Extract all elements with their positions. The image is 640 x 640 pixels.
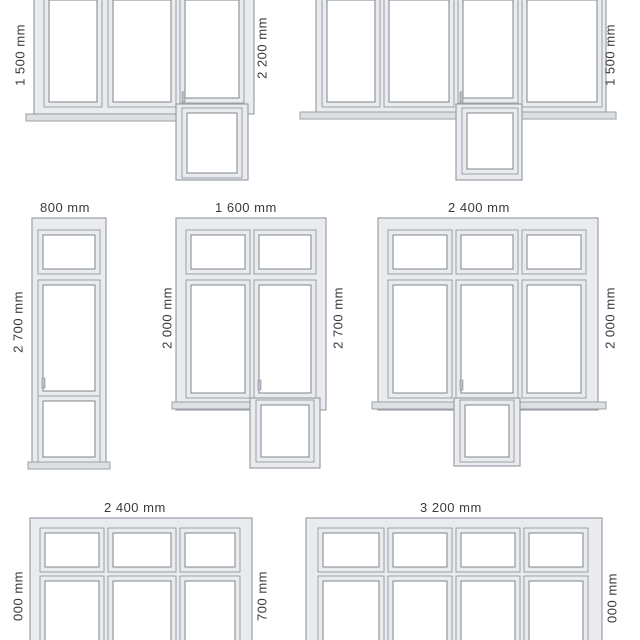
m1-handle [42,378,45,388]
m3-top-pane-3-glass [527,235,581,269]
tr-door-pane-glass [467,113,513,169]
b1-mid-pane-3-glass [185,581,235,640]
m3-mid-pane-2-glass [461,285,513,393]
b1-top-pane-3-glass [185,533,235,567]
b1-mid-pane-1-glass [45,581,99,640]
m2-door-pane-glass [261,405,309,457]
m1-bottom-pane-glass [43,401,95,457]
dim-label-m3-height: 2 000 mm [602,287,618,349]
dim-label-tr-height: 1 500 mm [602,24,618,86]
tl-pane-3-glass [185,0,239,98]
tl-pane-2-glass [113,0,171,102]
b2-top-pane-1-glass [323,533,379,567]
m2-mid-pane-2-glass [259,285,311,393]
b1-top-pane-1-glass [45,533,99,567]
dim-label-b2-width: 3 200 mm [420,500,482,515]
m1-sill [28,462,110,469]
m2-handle [258,380,261,390]
dim-label-b1-width: 2 400 mm [104,500,166,515]
m3-mid-pane-3-glass [527,285,581,393]
b2-top-pane-3-glass [461,533,515,567]
dim-label-b1-door-height: 700 mm [254,571,270,621]
dim-label-m1-width: 800 mm [40,200,90,215]
dim-label-m2-width: 1 600 mm [215,200,277,215]
b2-mid-pane-2-glass [393,581,447,640]
tl-sill [26,114,182,121]
b2-mid-pane-4-glass [529,581,583,640]
b1-mid-pane-2-glass [113,581,171,640]
m3-handle [460,380,463,390]
tr-handle [460,92,463,102]
m1-mid-pane-glass [43,285,95,391]
dim-label-m1-height: 2 700 mm [10,291,26,353]
m3-door-pane-glass [465,405,509,457]
m2-sill [172,402,262,409]
b2-top-pane-4-glass [529,533,583,567]
dim-label-b2-height: 000 mm [604,573,620,623]
dim-label-b1-height: 000 mm [10,571,26,621]
dim-label-m2-door-height: 2 700 mm [330,287,346,349]
m2-mid-pane-1-glass [191,285,245,393]
m3-sill [372,402,458,409]
m3-top-pane-1-glass [393,235,447,269]
m2-top-pane-2-glass [259,235,311,269]
tl-handle [182,92,185,102]
m3-sill-right [518,402,606,409]
m3-top-pane-2-glass [461,235,513,269]
m3-mid-pane-1-glass [393,285,447,393]
m1-top-pane-glass [43,235,95,269]
tr-pane-2-glass [389,0,449,102]
dim-label-tl-height: 1 500 mm [12,24,28,86]
tr-pane-1-glass [327,0,375,102]
m2-top-pane-1-glass [191,235,245,269]
tr-pane-4-glass [527,0,597,102]
dim-label-m3-width: 2 400 mm [448,200,510,215]
tl-pane-1-glass [49,0,97,102]
tl-door-pane-glass [187,113,237,173]
tr-pane-3-glass [463,0,513,98]
dim-label-m2-height: 2 000 mm [159,287,175,349]
b1-top-pane-2-glass [113,533,171,567]
b2-top-pane-2-glass [393,533,447,567]
b2-mid-pane-1-glass [323,581,379,640]
b2-mid-pane-3-glass [461,581,515,640]
dim-label-tl-door-height: 2 200 mm [254,17,270,79]
